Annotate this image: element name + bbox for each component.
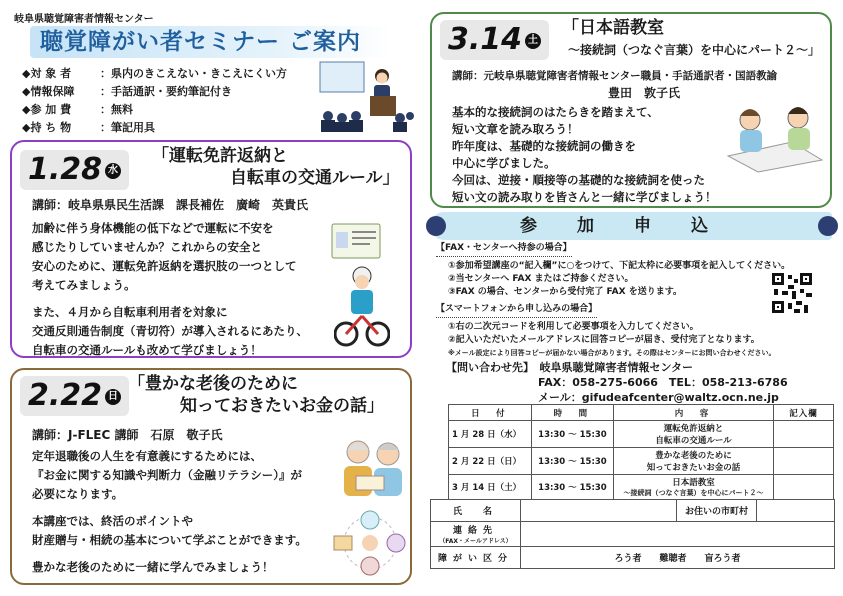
desc-line: 考えてみましょう。 <box>32 278 136 292</box>
day-of-week: 土 <box>525 33 541 49</box>
cell-date: 2 月 22 日（日） <box>449 448 532 475</box>
table-row <box>449 475 834 500</box>
desc-line: 短い文章を読み取ろう！ <box>452 122 579 136</box>
contact-email[interactable]: メール：gifudeafcenter@waltz.ocn.ne.jp <box>538 391 779 404</box>
email-note: ※メール設定により回答コピーが届かない場合があります。その際はセンターにお問い合わせください。 <box>448 349 776 357</box>
seminar-title-line2: 自転車の交通ルール」 <box>230 168 400 188</box>
column-header: 日 付 <box>449 405 532 421</box>
phone-step: ②記入いただいたメールアドレスに回答コピーが届き、受付完了となります。 <box>448 335 760 345</box>
seminar-title-line1: 「運転免許返納と <box>152 146 288 166</box>
day-of-week: 水 <box>105 163 121 179</box>
desc-line: 必要になります。 <box>32 487 124 501</box>
table-row <box>449 448 834 475</box>
content-line: 運転免許返納と <box>663 424 724 434</box>
lecture-illustration <box>318 58 414 132</box>
fax-step: ②当センターへ FAX またはご持参ください。 <box>448 274 634 284</box>
desc-line: 短い文の読み取りを皆さんと一緒に学びましょう！ <box>452 190 717 204</box>
day-of-week: 日 <box>105 389 121 405</box>
event-info <box>22 65 287 137</box>
fax-heading: 【FAX・センターへ持参の場合】 <box>436 242 572 257</box>
entry-cell[interactable] <box>774 448 834 475</box>
municipality-label: お住いの市町村 <box>677 500 757 522</box>
cell-time: 13:30 ～ 15:30 <box>531 475 613 500</box>
fax-step: ③FAX の場合、センターから受付完了 FAX を送ります。 <box>448 287 682 297</box>
date-badge <box>20 376 129 416</box>
contact-org: 岐阜県聴覚障害者情報センター <box>539 361 694 374</box>
content-line: 自転車の交通ルール <box>655 436 732 446</box>
desc-line: 財産贈与・相続の基本について学ぶことができます。 <box>32 533 307 547</box>
phone-step: ①右の二次元コードを利用して必要事項を入力してください。 <box>448 322 699 332</box>
category-options[interactable]: ろう者 難聴者 盲ろう者 <box>521 547 835 569</box>
seminar-card-feb <box>10 368 412 585</box>
info-value: ：筆記用具 <box>100 121 155 134</box>
desc-line: 加齢に伴う身体機能の低下などで運転に不安を <box>32 221 274 235</box>
content-line: 日本語教室 <box>672 478 715 488</box>
contact-fax-tel: FAX：058-275-6066 TEL：058-213-6786 <box>538 376 788 389</box>
desc-line: 定年退職後の人生を有意義にするためには、 <box>32 449 262 463</box>
contact-field-label <box>431 522 521 547</box>
seminar-card-jan <box>10 140 412 358</box>
seminar-card-mar <box>430 12 832 208</box>
info-value: ：県内のきこえない・きこえにくい方 <box>100 67 287 80</box>
cell-time: 13:30 ～ 15:30 <box>531 421 613 448</box>
desc-line: 今回は、逆接・順接等の基礎的な接続詞を使った <box>452 173 705 187</box>
info-key: ◆情報保障 <box>22 85 75 98</box>
qr-code-icon[interactable] <box>770 271 814 315</box>
cell-time: 13:30 ～ 15:30 <box>531 448 613 475</box>
seminar-description <box>452 104 717 206</box>
name-field[interactable] <box>521 500 677 522</box>
students-studying-illustration <box>722 98 826 174</box>
seminar-title-line2: ～接続詞（つなぐ言葉）を中心にパート２～」 <box>568 43 821 57</box>
desc-line: 交通反則通告制度（青切符）が導入されるにあたり、 <box>32 324 308 338</box>
table-row <box>449 421 834 448</box>
seminar-title-line2: 知っておきたいお金の話」 <box>180 396 384 416</box>
contact-label: 【問い合わせ先】 <box>446 361 529 374</box>
desc-line: 本講座では、終活のポイントや <box>32 514 193 528</box>
seminar-title-line1: 「日本語教室 <box>562 18 664 38</box>
seminar-date: 2.22 <box>28 378 103 413</box>
seminar-date: 1.28 <box>28 152 103 187</box>
cell-content <box>614 475 774 500</box>
desc-line: 『お金に関する知識や判断力（金融リテラシー）』が <box>32 468 303 482</box>
contact-label-sub: （FAX・メールアドレス） <box>439 538 512 545</box>
cell-date: 3 月 14 日（土） <box>449 475 532 500</box>
info-value: ：無料 <box>100 103 133 116</box>
page-title: 聴覚障がい者セミナー ご案内 <box>30 26 390 58</box>
asset-icons-illustration <box>330 510 410 576</box>
contact-field[interactable] <box>521 522 835 547</box>
lecturer-name: 豊田 敦子氏 <box>608 86 681 100</box>
application-heading: 参加申込 <box>430 212 832 240</box>
info-key: ◆持 ち 物 <box>22 121 72 134</box>
content-line: 豊かな老後のために <box>655 451 732 461</box>
seminar-title-line1: 「豊かな老後のために <box>128 374 298 394</box>
elderly-couple-illustration <box>334 432 410 500</box>
organization-name: 岐阜県聴覚障害者情報センター <box>14 14 154 25</box>
desc-line: 安心のために、運転免許返納を選択肢の一つとして <box>32 259 297 273</box>
column-header: 記入欄 <box>774 405 834 421</box>
desc-line: 自転車の交通ルールも改めて学びましょう！ <box>32 343 262 357</box>
contact-label-main: 連絡先 <box>452 526 498 536</box>
date-badge <box>440 20 549 60</box>
info-key: ◆参 加 費 <box>22 103 72 116</box>
desc-line: 豊かな老後のために一緒に学んでみましょう！ <box>32 560 274 574</box>
date-badge <box>20 150 129 190</box>
info-value: ：手話通訳・要約筆記付き <box>100 85 232 98</box>
desc-line: 昨年度は、基礎的な接続詞の働きを <box>452 139 636 153</box>
entry-cell[interactable] <box>774 475 834 500</box>
lecturer: 講師：元岐阜県聴覚障害者情報センター職員・手話通訳者・国語教諭 <box>452 70 778 82</box>
content-line: 知っておきたいお金の話 <box>646 463 741 473</box>
application-form <box>430 499 835 569</box>
lecturer: 講師：J-FLEC 講師 石原 敬子氏 <box>32 428 223 442</box>
municipality-field[interactable] <box>757 500 835 522</box>
desc-line: 基本的な接続詞のはたらきを踏まえて、 <box>452 105 659 119</box>
column-header: 内 容 <box>614 405 774 421</box>
column-header: 時 間 <box>531 405 613 421</box>
seminar-description <box>32 447 307 585</box>
seminar-description <box>32 219 308 368</box>
category-label: 障がい区分 <box>431 547 521 569</box>
schedule-table <box>448 404 834 500</box>
info-key: ◆対 象 者 <box>22 67 72 80</box>
cell-content <box>614 421 774 448</box>
content-line: ～接続詞（つなぐ言葉）を中心にパート２～ <box>623 489 764 497</box>
entry-cell[interactable] <box>774 421 834 448</box>
contact-info <box>446 360 788 405</box>
fax-step: ①参加希望講座の“記入欄”に○をつけて、下記太枠に必要事項を記入してください。 <box>448 261 791 271</box>
cyclist-illustration <box>334 264 390 348</box>
license-card-icon <box>330 222 382 262</box>
desc-line: 中心に学びました。 <box>452 156 556 170</box>
lecturer: 講師：岐阜県県民生活課 課長補佐 廣崎 英貴氏 <box>32 198 309 212</box>
desc-line: 感じたりしていませんか？これからの安全と <box>32 240 262 254</box>
cell-date: 1 月 28 日（水） <box>449 421 532 448</box>
seminar-date: 3.14 <box>448 22 523 57</box>
desc-line: また、４月から自転車利用者を対象に <box>32 305 228 319</box>
smartphone-heading: 【スマートフォンから申し込みの場合】 <box>436 303 597 318</box>
name-label: 氏 名 <box>431 500 521 522</box>
cell-content <box>614 448 774 475</box>
